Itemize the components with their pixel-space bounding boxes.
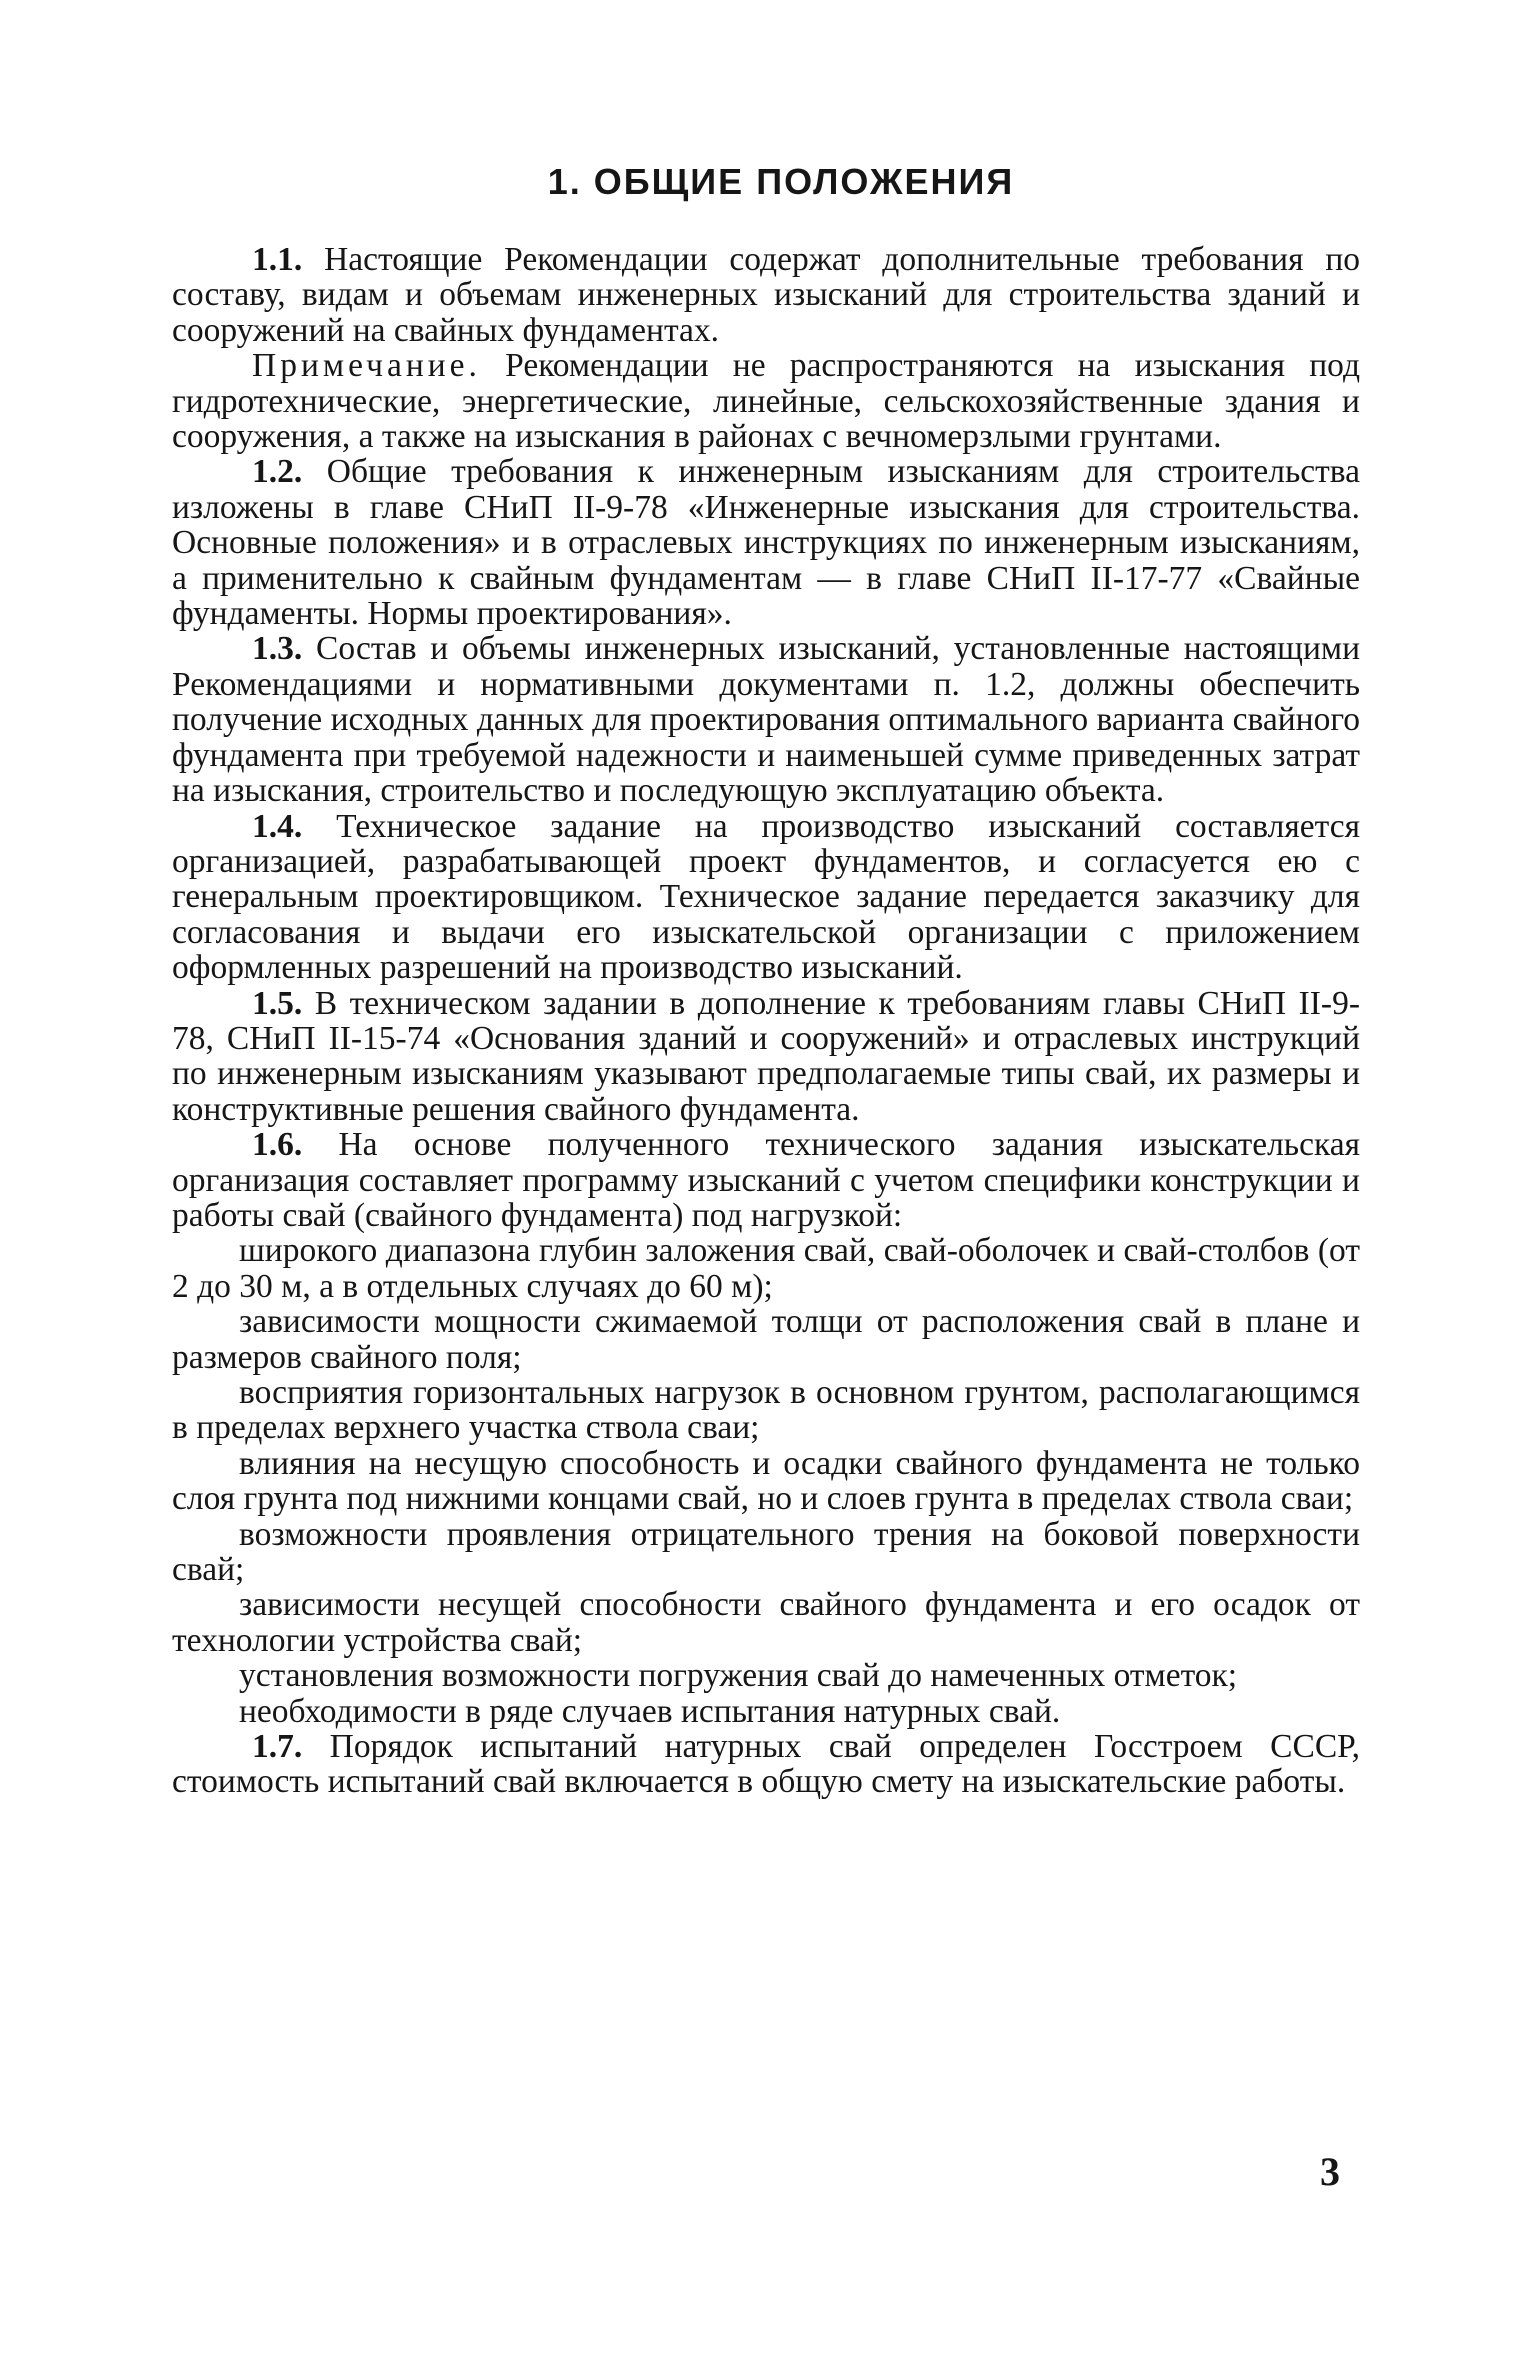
paragraph-number: 1.5.	[252, 984, 303, 1022]
paragraph-number: 1.1.	[252, 241, 303, 278]
list-item: зависимости мощности сжимаемой толщи от расположения свай в плане и размеров свайного поля;	[172, 1303, 1360, 1376]
paragraph-text: Настоящие Рекомендации содержат дополнительные требования по составу, видам и объемам инженерных изысканий для строительства зданий и сооружений на свайных фундаментах.	[172, 241, 1360, 349]
paragraph-text: В техническом задании в дополнение к требованиям главы СНиП II-9-78, СНиП II-15-74 «Основания зданий и сооружений» и отраслевых инструкций по инженерным изысканиям указывают предполагаемые типы свай, их размеры и конструктивные решения свайного фундамента.	[172, 984, 1360, 1128]
paragraph-number: 1.4.	[252, 807, 303, 845]
page-body	[172, 160, 1360, 1800]
list-item: необходимости в ряде случаев испытания натурных свай.	[239, 1692, 1061, 1730]
paragraph-number: 1.3.	[252, 630, 303, 668]
paragraph-1-2	[172, 454, 1360, 631]
paragraph-number: 1.2.	[252, 453, 303, 491]
note-paragraph	[172, 348, 1360, 454]
list-item: широкого диапазона глубин заложения свай, свай-оболочек и свай-столбов (от 2 до 30 м, а в отдельных случаях до 60 м);	[172, 1232, 1360, 1305]
paragraph-text: На основе полученного технического задания изыскательская организация составляет программу изысканий с учетом специфики конструкции и работы свай (свайного фундамента) под нагрузкой:	[172, 1126, 1360, 1234]
list-item: зависимости несущей способности свайного фундамента и его осадок от технологии устройства свай;	[172, 1586, 1360, 1659]
paragraph-text: Порядок испытаний натурных свай определен Госстроем СССР, стоимость испытаний свай включается в общую смету на изыскательские работы.	[172, 1728, 1360, 1801]
page-number: 3	[1320, 2149, 1340, 2194]
paragraph-1-5	[172, 986, 1360, 1128]
note-label: Примечание.	[252, 347, 481, 385]
paragraph-number: 1.7.	[252, 1728, 303, 1766]
list-item: возможности проявления отрицательного трения на боковой поверхности свай;	[172, 1515, 1360, 1589]
paragraph-1-1	[172, 242, 1360, 348]
section-heading: 1. ОБЩИЕ ПОЛОЖЕНИЯ	[547, 161, 1015, 202]
paragraph-text: Техническое задание на производство изысканий составляется организацией, разрабатывающей проект фундаментов, и согласуется ею с генеральным проектировщиком. Техническое задание передается заказчику для согласования и выдачи его изыскательской организации с приложением оформленных разрешений на производство изысканий.	[172, 807, 1361, 987]
paragraph-1-7	[172, 1729, 1360, 1800]
note-text: Рекомендации не распространяются на изыскания под гидротехнические, энергетические, линейные, сельскохозяйственные здания и сооружения, а также на изыскания в районах с вечномерзлыми грунтами.	[172, 347, 1360, 456]
paragraph-1-6	[172, 1127, 1360, 1233]
paragraph-text: Общие требования к инженерным изысканиям для строительства изложены в главе СНиП II-9-78 «Инженерные изыскания для строительства. Основные положения» и в отраслевых инструкциях по инженерным изысканиям, а применительно к свайным фундаментам — в главе СНиП II-17-77 «Свайные фундаменты. Нормы проектирования».	[172, 453, 1360, 633]
paragraph-number: 1.6.	[252, 1126, 303, 1164]
paragraph-1-3	[172, 631, 1360, 808]
list-item: влияния на несущую способность и осадки свайного фундамента не только слоя грунта под нижними концами свай, но и слоев грунта в пределах ствола сваи;	[172, 1444, 1360, 1518]
paragraph-text: Состав и объемы инженерных изысканий, установленные настоящими Рекомендациями и нормативными документами п. 1.2, должны обеспечить получение исходных данных для проектирования оптимального варианта свайного фундамента при требуемой надежности и наименьшей сумме приведенных затрат на изыскания, строительство и последующую эксплуатацию объекта.	[172, 630, 1360, 810]
list-item: восприятия горизонтальных нагрузок в основном грунтом, располагающимся в пределах верхнего участка ствола сваи;	[172, 1374, 1360, 1447]
list-item: установления возможности погружения свай до намеченных отметок;	[239, 1657, 1238, 1695]
paragraph-1-4	[172, 809, 1360, 986]
